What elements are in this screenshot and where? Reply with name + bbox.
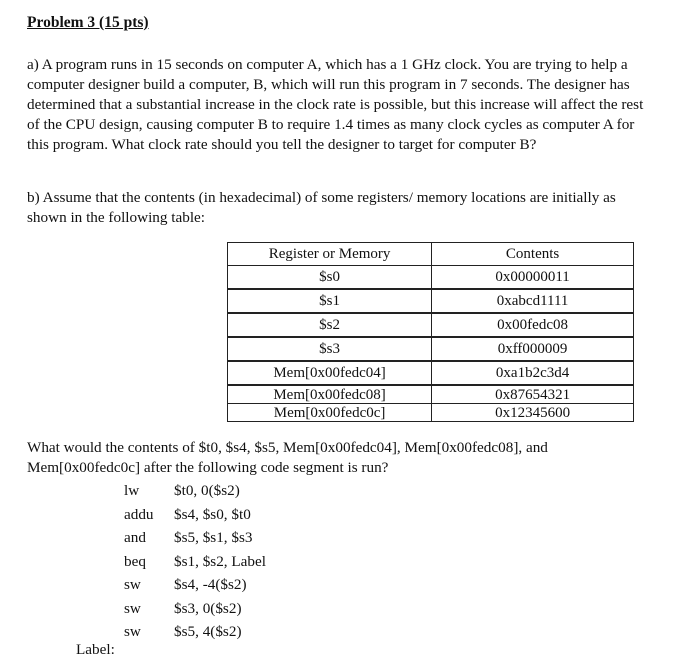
- part-a-line: determined that a substantial increase in the clock rate is possible, but this increase will affect the rest: [27, 96, 644, 113]
- table-cell-location: $s2: [228, 313, 432, 337]
- table-row: [228, 337, 634, 361]
- code-segment: [124, 481, 266, 646]
- table-cell-contents: 0xabcd1111: [432, 289, 634, 313]
- part-a-line: a) A program runs in 15 seconds on computer A, which has a 1 GHz clock. You are trying to help a: [27, 56, 628, 73]
- code-opcode: beq: [124, 552, 146, 570]
- table-cell-contents: 0x00000011: [432, 266, 634, 290]
- code-opcode: sw: [124, 599, 141, 617]
- code-operands: $s1, $s2, Label: [174, 552, 266, 570]
- table-cell-location: Mem[0x00fedc04]: [228, 361, 432, 385]
- problem-title: Problem 3 (15 pts): [27, 14, 149, 31]
- table-row: [228, 361, 634, 385]
- table-cell-location: $s0: [228, 266, 432, 290]
- code-operands: $s4, -4($s2): [174, 576, 247, 593]
- code-line: [124, 575, 266, 599]
- question-line: Mem[0x00fedc0c] after the following code segment is run?: [27, 459, 389, 476]
- part-b-intro-line: b) Assume that the contents (in hexadecimal) of some registers/ memory locations are initially as: [27, 189, 616, 206]
- table-header-register: Register or Memory: [228, 243, 432, 266]
- code-operands: $s3, 0($s2): [174, 599, 242, 617]
- code-opcode: sw: [124, 576, 141, 593]
- table-row: [228, 404, 634, 422]
- code-operands: $t0, 0($s2): [174, 482, 240, 499]
- question-line: What would the contents of $t0, $s4, $s5, Mem[0x00fedc04], Mem[0x00fedc08], and: [27, 439, 548, 456]
- part-b-intro: [27, 188, 677, 228]
- code-opcode: addu: [124, 505, 154, 523]
- table-cell-contents: 0xff000009: [432, 337, 634, 361]
- register-memory-table: [227, 242, 634, 422]
- part-a-paragraph: [27, 55, 677, 155]
- part-a-line: computer designer build a computer, B, which will run this program in 7 seconds. The designer has: [27, 76, 630, 93]
- code-line: [124, 481, 266, 505]
- code-line: [124, 552, 266, 576]
- table-cell-contents: 0x12345600: [432, 404, 634, 422]
- table-cell-location: Mem[0x00fedc08]: [228, 385, 432, 404]
- table-cell-contents: 0x87654321: [432, 385, 634, 404]
- table-row: [228, 385, 634, 404]
- code-line: [124, 528, 266, 552]
- part-a-line: of the CPU design, causing computer B to require 1.4 times as many clock cycles as computer A for: [27, 116, 635, 133]
- table-header-row: [228, 243, 634, 266]
- table-header-contents: Contents: [432, 243, 634, 266]
- code-opcode: sw: [124, 623, 141, 640]
- table-cell-contents: 0x00fedc08: [432, 313, 634, 337]
- code-line: [124, 505, 266, 529]
- code-operands: $s5, 4($s2): [174, 623, 242, 640]
- table-cell-contents: 0xa1b2c3d4: [432, 361, 634, 385]
- part-b-question: [27, 438, 677, 478]
- code-operands: $s5, $s1, $s3: [174, 529, 253, 546]
- table-row: [228, 313, 634, 337]
- table-row: [228, 289, 634, 313]
- table-cell-location: $s3: [228, 337, 432, 361]
- part-b-intro-line: shown in the following table:: [27, 209, 206, 226]
- code-opcode: and: [124, 529, 146, 546]
- code-opcode: lw: [124, 482, 140, 499]
- code-operands: $s4, $s0, $t0: [174, 505, 251, 523]
- code-line: [124, 599, 266, 623]
- code-label: Label:: [76, 641, 115, 658]
- code-line: [124, 622, 266, 646]
- table-row: [228, 266, 634, 290]
- table-cell-location: Mem[0x00fedc0c]: [228, 404, 432, 422]
- part-a-line: this program. What clock rate should you tell the designer to target for computer B?: [27, 136, 537, 153]
- table-cell-location: $s1: [228, 289, 432, 313]
